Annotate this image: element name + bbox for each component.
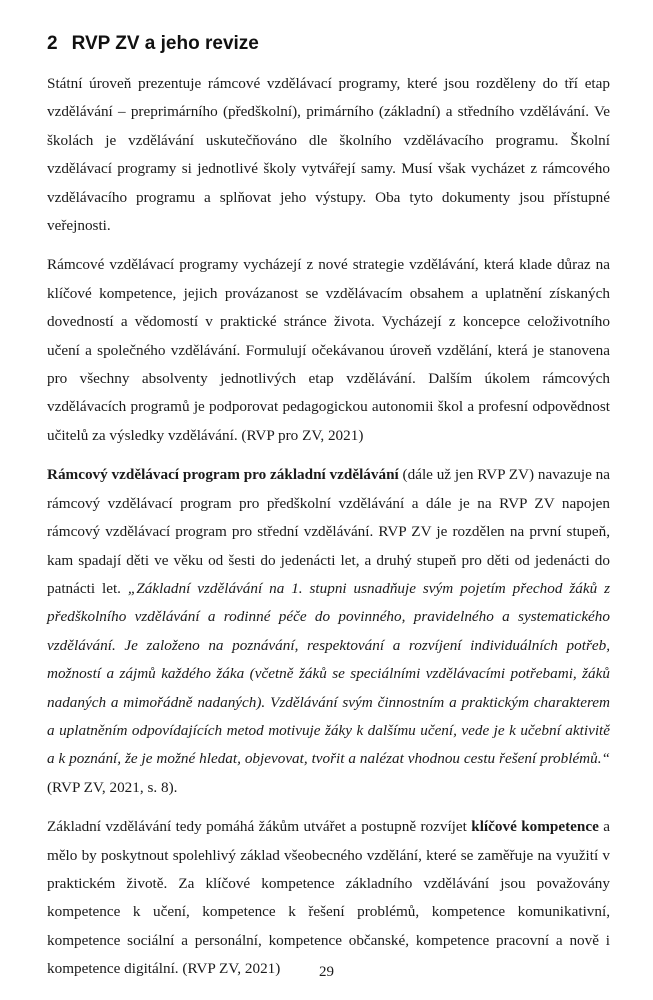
section-heading (47, 30, 610, 58)
paragraph-4-text-2: a mělo by poskytnout spolehlivý základ všeobecného vzdělání, které se zaměřuje na využití v praktickém životě. Za klíčové kompetence základního vzdělávání jsou považovány kompetence k učení, kompetence k řešení problémů, kompetence komunikativní, kompetence sociální a personální, kompetence občanské, kompetence pracovní a nově i kompetence digitální. (RVP ZV, 2021) (47, 818, 610, 978)
section-number: 2 (47, 33, 58, 54)
document-page (47, 30, 610, 995)
key-competences-term: klíčové kompetence (471, 818, 599, 836)
paragraph-2: Rámcové vzdělávací programy vycházejí z nové strategie vzdělávání, která klade důraz na klíčové kompetence, jejich provázanost se vzdělávacím obsahem a uplatnění získaných dovedností a vědomostí v praktické stránce života. Vycházejí z koncepce celoživotního učení a společného vzdělávání. Formulují očekávanou úroveň vzdělání, která je stanovena pro všechny absolventy jednotlivých etap vzdělávání. Dalším úkolem rámcových vzdělávacích programů je podporovat pedagogickou autonomii škol a profesní odpovědnost učitelů za výsledky vzdělávání. (RVP pro ZV, 2021) (47, 256, 610, 444)
paragraph-3 (47, 461, 610, 802)
rvp-quote: „Základní vzdělávání na 1. stupni usnadňuje svým pojetím přechod žáků z předškolního vzdělávání a rodinné péče do povinného, pravidelného a systematického vzdělávání. Je založeno na poznávání, respektování a rozvíjení individuálních potřeb, možností a zájmů každého žáka (včetně žáků se speciálními vzdělávacími potřebami, žáků nadaných a mimořádně nadaných). Vzdělávání svým činnostním a praktickým charakterem a uplatněním odpovídajících metod motivuje žáky k dalšímu učení, vede je k učební aktivitě a k poznání, že je možné hledat, objevovat, tvořit a nalézat vhodnou cestu řešení problémů.“ (47, 579, 610, 768)
paragraph-4 (47, 813, 610, 983)
page-number: 29 (319, 964, 334, 980)
paragraph-3-text: (dále už jen RVP ZV) navazuje na rámcový vzdělávací program pro předškolní vzdělávání a dále je na RVP ZV napojen rámcový vzdělávací program pro střední vzdělávání. RVP ZV je rozdělen na první stupeň, kam spadají děti ve věku od šesti do jedenácti let, a druhý stupeň pro děti od jedenácti do patnácti let. (47, 466, 610, 597)
rvp-zv-term: Rámcový vzdělávací program pro základní vzdělávání (47, 466, 399, 484)
paragraph-4-text-1: Základní vzdělávání tedy pomáhá žákům utvářet a postupně rozvíjet (47, 818, 472, 836)
quote-citation: (RVP ZV, 2021, s. 8). (47, 778, 178, 796)
section-title: RVP ZV a jeho revize (71, 33, 259, 54)
paragraph-1: Státní úroveň prezentuje rámcové vzdělávací programy, které jsou rozděleny do tří etap vzdělávání – preprimárního (předškolní), primárního (základní) a středního vzdělávání. Ve školách je vzdělávání uskutečňováno dle školního vzdělávacího programu. Školní vzdělávací programy si jednotlivé školy vytvářejí samy. Musí však vycházet z rámcového vzdělávacího programu a splňovat jeho výstupy. Oba tyto dokumenty jsou přístupné veřejnosti. (47, 75, 610, 235)
